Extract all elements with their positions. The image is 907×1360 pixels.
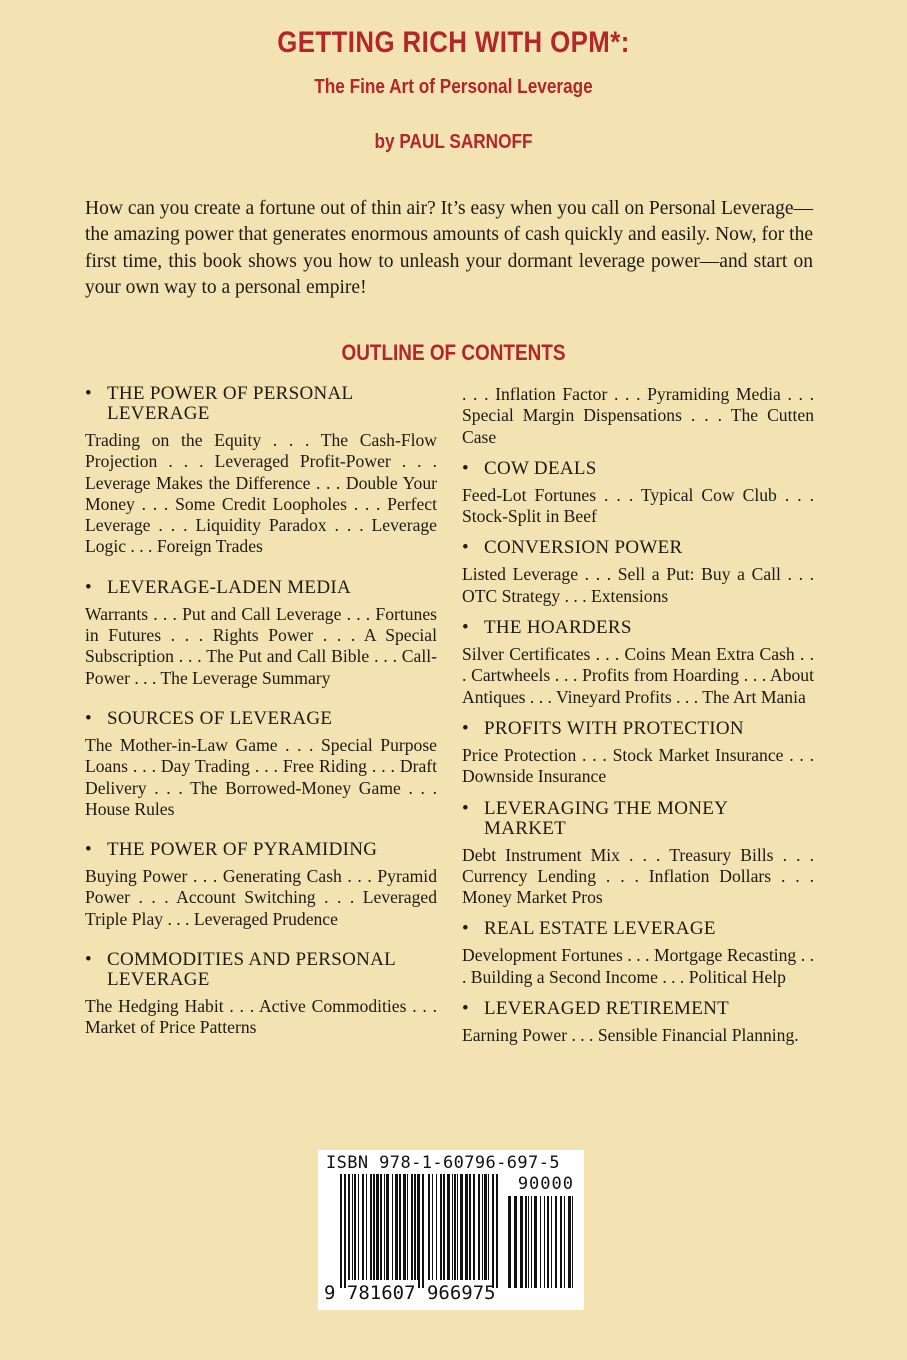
isbn-barcode (318, 1150, 584, 1310)
bullet-icon: • (462, 918, 469, 940)
barcode-digits: 9 781607 966975 (324, 1282, 496, 1304)
section-title-text: THE HOARDERS (484, 617, 632, 639)
section-title (462, 618, 814, 638)
bullet-icon: • (462, 717, 469, 739)
section-title-text: LEVERAGED RETIREMENT (484, 998, 730, 1020)
section-body: Debt Instrument Mix . . . Treasury Bills . . . Currency Lending . . . Inflation Dollars . . . Money Market Pros (462, 844, 814, 908)
section-title-text: THE POWER OF PYRAMIDING (107, 839, 378, 861)
outline-section (85, 709, 437, 820)
section-title-text: LEVERAGING THE MONEY MARKET (484, 797, 728, 839)
section-body: Listed Leverage . . . Sell a Put: Buy a Call . . . OTC Strategy . . . Extensions (462, 564, 814, 606)
section-title (85, 840, 437, 860)
section-title-text: COMMODITIES AND PERSONAL LEVERAGE (107, 949, 396, 991)
outline-section (462, 459, 814, 528)
section-title (85, 950, 437, 990)
outline-section (462, 538, 814, 607)
section-title (462, 919, 814, 939)
section-body: Warrants . . . Put and Call Leverage . . . Fortunes in Futures . . . Rights Power . . . A Special Subscription . . . The Put and Call Bible . . . Call-Power . . . The Leverage Summary (85, 603, 437, 688)
section-body: The Hedging Habit . . . Active Commodities . . . Market of Price Patterns (85, 996, 437, 1038)
section-title-text: THE POWER OF PERSONAL LEVERAGE (107, 383, 353, 424)
section-body: Earning Power . . . Sensible Financial Planning. (462, 1025, 799, 1046)
section-body: Trading on the Equity . . . The Cash-Flow Projection . . . Leveraged Profit-Power . . . Leverage Makes the Difference . . . Double Your Money . . . Some Credit Loopholes . . . Perfect Leverage . . . Liquidity Paradox . . . Leverage Logic . . . Foreign Trades (85, 430, 437, 557)
section-body: Buying Power . . . Generating Cash . . . Pyramid Power . . . Account Switching . . . Leveraged Triple Play . . . Leveraged Prudence (85, 866, 437, 929)
continued-section-body: . . . Inflation Factor . . . Pyramiding Media . . . Special Margin Dispensations . . . The Cutten Case (462, 384, 814, 447)
section-title-text: CONVERSION POWER (484, 537, 683, 559)
bullet-icon: • (85, 383, 92, 404)
section-title (462, 538, 814, 558)
section-title (462, 719, 814, 739)
section-title-text: SOURCES OF LEVERAGE (107, 707, 333, 729)
bullet-icon: • (462, 797, 469, 819)
section-body: Silver Certificates . . . Coins Mean Extra Cash . . . Cartwheels . . . Profits from Hoarding . . . About Antiques . . . Vineyard Profits . . . The Art Mania (462, 644, 814, 707)
price-code: 90000 (517, 1174, 574, 1194)
section-body: The Mother-in-Law Game . . . Special Purpose Loans . . . Day Trading . . . Free Riding . . . Draft Delivery . . . The Borrowed-Money Game . . . House Rules (85, 734, 437, 819)
blurb-paragraph: How can you create a fortune out of thin air? It’s easy when you call on Personal Leverage—the amazing power that generates enormous amounts of cash quickly and easily. Now, for the first time, this book shows you how to unleash your dormant leverage power—and start on your own way to a personal empire! (85, 198, 813, 299)
section-body: Price Protection . . . Stock Market Insurance . . . Downside Insurance (462, 744, 814, 787)
section-title (462, 999, 814, 1019)
bullet-icon: • (85, 839, 92, 861)
outline-section (462, 618, 814, 708)
section-body: Feed-Lot Fortunes . . . Typical Cow Club . . . Stock-Split in Beef (462, 484, 814, 527)
section-title-text: REAL ESTATE LEVERAGE (484, 918, 716, 940)
outline-section (85, 950, 437, 1039)
outline-section (462, 999, 814, 1046)
outline-section (462, 919, 814, 988)
book-subtitle: The Fine Art of Personal Leverage (314, 76, 593, 98)
section-title (85, 384, 437, 424)
outline-heading: OUTLINE OF CONTENTS (341, 340, 566, 365)
outline-section (85, 840, 437, 930)
section-body: Development Fortunes . . . Mortgage Recasting . . . Building a Second Income . . . Political Help (462, 945, 814, 987)
section-title (462, 459, 814, 479)
section-title (462, 799, 814, 839)
outline-section (85, 578, 437, 689)
outline-section (462, 719, 814, 788)
bullet-icon: • (462, 457, 469, 479)
bullet-icon: • (85, 707, 92, 729)
section-title-text: COW DEALS (484, 457, 597, 479)
book-author: by PAUL SARNOFF (374, 131, 533, 153)
outline-section (462, 799, 814, 909)
bullet-icon: • (462, 537, 469, 559)
section-title (85, 578, 437, 598)
bullet-icon: • (85, 949, 92, 971)
bullet-icon: • (462, 617, 469, 639)
isbn-label: ISBN 978-1-60796-697-5 (326, 1153, 560, 1173)
section-title (85, 709, 437, 729)
outline-column-left (85, 384, 437, 1039)
bullet-icon: • (85, 576, 92, 598)
section-title-text: PROFITS WITH PROTECTION (484, 717, 744, 739)
outline-section (85, 384, 437, 558)
section-title-text: LEVERAGE-LADEN MEDIA (107, 576, 351, 598)
book-title: GETTING RICH WITH OPM*: (277, 26, 630, 59)
bullet-icon: • (462, 998, 469, 1020)
outline-column-right (462, 384, 814, 1046)
